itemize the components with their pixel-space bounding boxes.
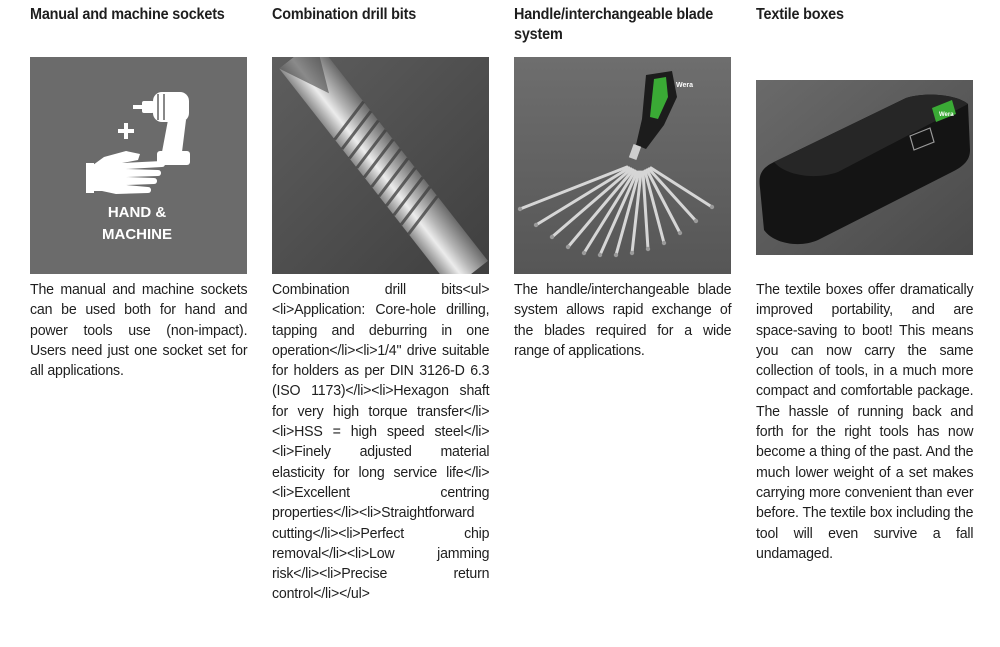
hand-icon <box>86 151 165 194</box>
column-title: Manual and machine sockets <box>30 6 225 23</box>
hand-machine-label-line1: HAND & <box>107 204 167 221</box>
handle-brand-label: Wera <box>676 82 693 89</box>
handle-blades-photo <box>514 57 731 274</box>
drill-bit-photo <box>272 57 489 274</box>
column-body: The handle/interchangeable blade system allows rapid exchange of the blades required for a wide range of applications. <box>514 281 732 359</box>
column-title: Textile boxes <box>756 6 844 23</box>
box-brand-label: Wera <box>939 112 954 118</box>
column-body: The textile boxes offer dramatically improved portability, and are space-saving to boot! This means you can now carry the same collection of tools, in a much more compact and comfortable package. The hassle of running back and forth for the right tools has now become a thing of the past. And the much lower weight of a set makes carrying more convenient than ever before. The textile box including the tool will even survive a fall undamaged. <box>756 281 974 562</box>
textile-box-photo <box>756 80 973 255</box>
column-body: Combination drill bits<ul><li>Application: Core-hole drilling, tapping and deburring in one operation</li><li>1/4" drive suitable for holders as per DIN 3126-D 6.3 (ISO 1173)</li><li>Hexagon shaft for very high torque transfer</li><li>HSS = high speed steel</li><li>Finely adjusted material elasticity for long service life</li><li>Excellent centring properties</li><li>Straightforward cutting</li><li>Perfect chip removal</li><li>Low jamming risk</li><li>Precise return control</li></ul> <box>272 281 490 603</box>
hand-machine-pictogram <box>30 57 247 274</box>
column-body: The manual and machine sockets can be used both for hand and power tools use (non-impact). Users need just one socket set for all applications. <box>30 281 248 380</box>
drill-icon <box>133 92 190 165</box>
column-title: Combination drill bits <box>272 6 417 23</box>
hand-machine-label-line2: MACHINE <box>102 226 172 243</box>
plus-icon <box>118 123 134 139</box>
column-title: Handle/interchangeable blade system <box>514 6 714 43</box>
